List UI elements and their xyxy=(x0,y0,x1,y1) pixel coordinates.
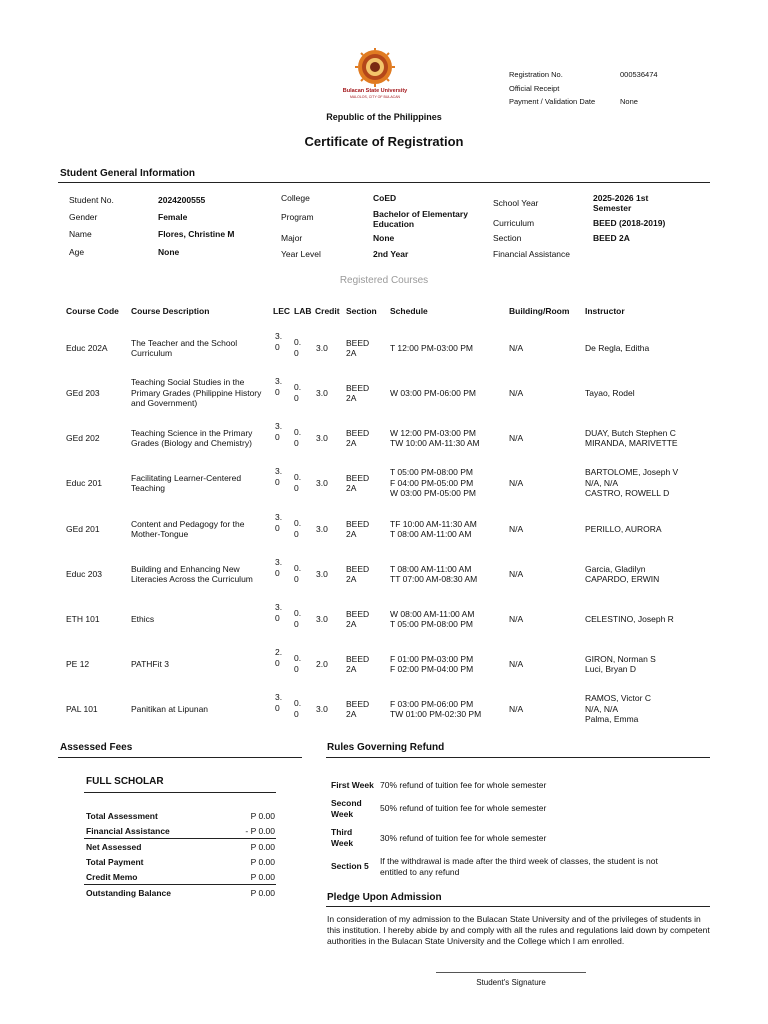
course-lab: 0.0 xyxy=(294,653,302,674)
course-instructor: De Regla, Editha xyxy=(585,342,650,353)
course-lec: 3.0 xyxy=(275,421,283,442)
course-room: N/A xyxy=(509,703,524,714)
university-seal-icon xyxy=(338,48,412,88)
refund-text-first-week: 70% refund of tuition fee for whole semester xyxy=(380,780,547,790)
course-schedule: W 08:00 AM-11:00 AM T 05:00 PM-08:00 PM xyxy=(390,608,475,629)
curriculum-value: BEED (2018-2019) xyxy=(593,218,666,228)
fee-value-total-payment: P 0.00 xyxy=(250,857,275,867)
course-room: N/A xyxy=(509,568,524,579)
course-credit: 3.0 xyxy=(316,477,328,488)
table-row xyxy=(0,460,768,506)
course-room: N/A xyxy=(509,658,524,669)
course-code: PAL 101 xyxy=(66,703,98,714)
course-section: BEED 2A xyxy=(346,337,370,358)
course-lab: 0.0 xyxy=(294,472,302,493)
course-code: GEd 201 xyxy=(66,523,100,534)
course-room: N/A xyxy=(509,387,524,398)
pledge-title: Pledge Upon Admission xyxy=(327,892,442,903)
course-lec: 2.0 xyxy=(275,647,283,668)
course-instructor: BARTOLOME, Joseph V N/A, N/A CASTRO, ROWELL D xyxy=(585,467,679,499)
course-lab: 0.0 xyxy=(294,382,302,403)
refund-rules-title: Rules Governing Refund xyxy=(327,742,445,753)
fee-label-total-assessment: Total Assessment xyxy=(86,811,158,821)
university-logo xyxy=(338,48,412,104)
th-course-description: Course Description xyxy=(131,306,210,316)
th-schedule: Schedule xyxy=(390,306,428,316)
table-row xyxy=(0,596,768,642)
course-lec: 3.0 xyxy=(275,692,283,713)
course-credit: 3.0 xyxy=(316,523,328,534)
course-section: BEED 2A xyxy=(346,563,370,584)
course-credit: 3.0 xyxy=(316,568,328,579)
refund-label-second-week: Second Week xyxy=(331,798,362,819)
name-label: Name xyxy=(69,229,92,239)
course-credit: 2.0 xyxy=(316,658,328,669)
course-lec: 3.0 xyxy=(275,331,283,352)
course-schedule: T 12:00 PM-03:00 PM xyxy=(390,342,473,353)
course-room: N/A xyxy=(509,613,524,624)
fee-value-outstanding-balance: P 0.00 xyxy=(250,888,275,898)
course-section: BEED 2A xyxy=(346,653,370,674)
course-schedule: TF 10:00 AM-11:30 AM T 08:00 AM-11:00 AM xyxy=(390,518,477,539)
course-code: PE 12 xyxy=(66,658,90,669)
th-lec: LEC xyxy=(273,306,290,316)
fee-value-net-assessed: P 0.00 xyxy=(250,842,275,852)
refund-label-first-week: First Week xyxy=(331,780,374,790)
course-schedule: W 03:00 PM-06:00 PM xyxy=(390,387,476,398)
fee-label-outstanding-balance: Outstanding Balance xyxy=(86,888,172,898)
course-schedule: F 01:00 PM-03:00 PM F 02:00 PM-04:00 PM xyxy=(390,653,474,674)
assessed-fees-title: Assessed Fees xyxy=(60,742,133,753)
course-description: Teaching Science in the Primary Grades (Biology and Chemistry) xyxy=(131,427,253,448)
gender-label: Gender xyxy=(69,212,98,222)
student-no-label: Student No. xyxy=(69,195,114,205)
program-label: Program xyxy=(281,212,314,222)
college-label: College xyxy=(281,193,310,203)
course-lec: 3.0 xyxy=(275,466,283,487)
course-description: Content and Pedagogy for the Mother-Tongue xyxy=(131,518,245,539)
fee-label-credit-memo: Credit Memo xyxy=(86,872,138,882)
payment-date-value: None xyxy=(620,97,638,106)
divider xyxy=(58,182,710,183)
fee-value-credit-memo: P 0.00 xyxy=(250,872,275,882)
course-section: BEED 2A xyxy=(346,608,370,629)
table-row xyxy=(0,370,768,416)
student-no-value: 2024200555 xyxy=(158,195,206,205)
course-lec: 3.0 xyxy=(275,512,283,533)
year-level-value: 2nd Year xyxy=(373,249,409,259)
scholarship-label: FULL SCHOLAR xyxy=(86,776,164,787)
course-instructor: CELESTINO, Joseph R xyxy=(585,613,674,624)
major-label: Major xyxy=(281,233,303,243)
course-description: The Teacher and the School Curriculum xyxy=(131,337,238,358)
course-code: Educ 201 xyxy=(66,477,102,488)
course-description: Building and Enhancing New Literacies Across the Curriculum xyxy=(131,563,253,584)
table-row xyxy=(0,506,768,552)
divider xyxy=(84,792,276,793)
program-value: Bachelor of Elementary Education xyxy=(373,209,468,229)
college-value: CoED xyxy=(373,193,397,203)
th-section: Section xyxy=(346,306,377,316)
course-schedule: W 12:00 PM-03:00 PM TW 10:00 AM-11:30 AM xyxy=(390,427,480,448)
table-row xyxy=(0,686,768,732)
course-lab: 0.0 xyxy=(294,698,302,719)
table-row xyxy=(0,641,768,687)
course-lec: 3.0 xyxy=(275,376,283,397)
divider xyxy=(326,906,710,907)
school-year-label: School Year xyxy=(493,198,539,208)
course-lab: 0.0 xyxy=(294,608,302,629)
signature-line xyxy=(436,972,586,973)
school-year-value: 2025-2026 1st Semester xyxy=(593,193,649,213)
course-credit: 3.0 xyxy=(316,342,328,353)
course-room: N/A xyxy=(509,432,524,443)
course-description: PATHFit 3 xyxy=(131,658,169,669)
th-lab: LAB xyxy=(294,306,312,316)
course-schedule: T 05:00 PM-08:00 PM F 04:00 PM-05:00 PM W 03:00 PM-05:00 PM xyxy=(390,467,476,499)
fee-value-total-assessment: P 0.00 xyxy=(250,811,275,821)
name-value: Flores, Christine M xyxy=(158,229,235,239)
course-code: ETH 101 xyxy=(66,613,100,624)
course-room: N/A xyxy=(509,477,524,488)
course-instructor: RAMOS, Victor C N/A, N/A Palma, Emma xyxy=(585,693,651,725)
course-section: BEED 2A xyxy=(346,427,370,448)
course-code: GEd 203 xyxy=(66,387,100,398)
course-lab: 0.0 xyxy=(294,563,302,584)
course-credit: 3.0 xyxy=(316,613,328,624)
course-instructor: DUAY, Butch Stephen C MIRANDA, MARIVETTE xyxy=(585,427,678,448)
course-lab: 0.0 xyxy=(294,427,302,448)
course-schedule: T 08:00 AM-11:00 AM TT 07:00 AM-08:30 AM xyxy=(390,563,478,584)
curriculum-label: Curriculum xyxy=(493,218,535,228)
refund-text-section-5: If the withdrawal is made after the third week of classes, the student is not entitled to any refund xyxy=(380,856,658,877)
course-instructor: Garcia, Gladilyn CAPARDO, ERWIN xyxy=(585,563,660,584)
course-section: BEED 2A xyxy=(346,472,370,493)
th-course-code: Course Code xyxy=(66,306,119,316)
section-label: Section xyxy=(493,233,522,243)
table-row xyxy=(0,325,768,371)
divider xyxy=(84,838,276,839)
logo-university-name: Bulacan State University xyxy=(342,88,408,94)
course-section: BEED 2A xyxy=(346,382,370,403)
course-schedule: F 03:00 PM-06:00 PM TW 01:00 PM-02:30 PM xyxy=(390,698,482,719)
th-building-room: Building/Room xyxy=(509,306,570,316)
republic-heading: Republic of the Philippines xyxy=(326,112,442,122)
course-code: Educ 203 xyxy=(66,568,102,579)
course-description: Teaching Social Studies in the Primary Grades (Philippine History and Government) xyxy=(131,377,262,409)
age-label: Age xyxy=(69,247,85,257)
reg-no-value: 000536474 xyxy=(620,70,658,79)
course-credit: 3.0 xyxy=(316,432,328,443)
divider xyxy=(84,884,276,885)
registered-courses-title: Registered Courses xyxy=(339,275,429,286)
refund-text-third-week: 30% refund of tuition fee for whole semester xyxy=(380,833,547,843)
course-credit: 3.0 xyxy=(316,703,328,714)
course-credit: 3.0 xyxy=(316,387,328,398)
age-value: None xyxy=(158,247,180,257)
course-description: Facilitating Learner-Centered Teaching xyxy=(131,472,242,493)
course-code: Educ 202A xyxy=(66,342,108,353)
fee-value-financial-assistance: - P 0.00 xyxy=(245,826,275,836)
course-instructor: Tayao, Rodel xyxy=(585,387,635,398)
table-row xyxy=(0,551,768,597)
year-level-label: Year Level xyxy=(281,249,321,259)
gender-value: Female xyxy=(158,212,188,222)
financial-assistance-label: Financial Assistance xyxy=(493,249,571,259)
refund-text-second-week: 50% refund of tuition fee for whole semester xyxy=(380,803,547,813)
logo-location: MALOLOS, CITY OF BULACAN xyxy=(349,95,401,99)
course-instructor: GIRON, Norman S Luci, Bryan D xyxy=(585,653,656,674)
student-info-title: Student General Information xyxy=(60,168,196,179)
course-code: GEd 202 xyxy=(66,432,100,443)
course-lab: 0.0 xyxy=(294,518,302,539)
pledge-text: In consideration of my admission to the Bulacan State University and of the privileges of students in this institution. I hereby abide by and comply with all the rules and regulations laid down by competent authorities in the Bulacan State University and the College which I am enrolled. xyxy=(327,914,710,946)
course-description: Ethics xyxy=(131,613,155,624)
major-value: None xyxy=(373,233,395,243)
refund-label-third-week: Third Week xyxy=(331,827,354,848)
course-lec: 3.0 xyxy=(275,602,283,623)
page-title: Certificate of Registration xyxy=(304,134,464,149)
fee-label-total-payment: Total Payment xyxy=(86,857,144,867)
payment-date-label: Payment / Validation Date xyxy=(509,97,596,106)
th-credit: Credit xyxy=(315,306,340,316)
divider xyxy=(58,757,302,758)
course-section: BEED 2A xyxy=(346,518,370,539)
table-row xyxy=(0,415,768,461)
official-receipt-label: Official Receipt xyxy=(509,84,560,93)
course-lab: 0.0 xyxy=(294,337,302,358)
section-value: BEED 2A xyxy=(593,233,630,243)
course-lec: 3.0 xyxy=(275,557,283,578)
course-room: N/A xyxy=(509,342,524,353)
course-room: N/A xyxy=(509,523,524,534)
th-instructor: Instructor xyxy=(585,306,625,316)
refund-label-section-5: Section 5 xyxy=(331,861,369,871)
divider xyxy=(326,757,710,758)
course-description: Panitikan at Lipunan xyxy=(131,703,209,714)
fee-label-financial-assistance: Financial Assistance xyxy=(86,826,170,836)
course-instructor: PERILLO, AURORA xyxy=(585,523,662,534)
signature-label: Student's Signature xyxy=(476,978,546,987)
reg-no-label: Registration No. xyxy=(509,70,563,79)
fee-label-net-assessed: Net Assessed xyxy=(86,842,142,852)
course-section: BEED 2A xyxy=(346,698,370,719)
